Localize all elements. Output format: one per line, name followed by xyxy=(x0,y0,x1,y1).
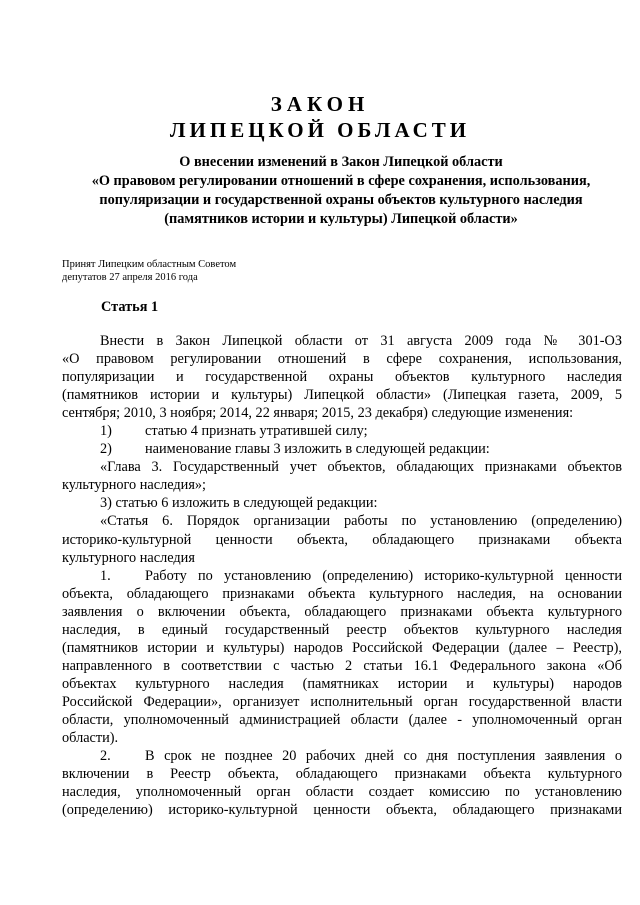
body-line: В срок не позднее 20 рабочих дней со дня поступления заявления о xyxy=(145,748,622,765)
body-line: включении в Реестр объекта, обладающего признаками объекта культурного xyxy=(62,766,622,783)
adoption-note xyxy=(62,258,236,284)
body-line: наследия, уполномоченный орган области создает комиссию по установлению xyxy=(62,784,622,801)
body-line: Российской Федерации», организует исполнительный орган государственной власти xyxy=(62,693,622,710)
paragraph-number: 1. xyxy=(100,567,111,584)
body-line: «Глава 3. Государственный учет объектов, обладающих признаками объектов xyxy=(100,459,622,476)
adoption-line: депутатов 27 апреля 2016 года xyxy=(62,272,198,283)
body-line: Работу по установлению (определению) историко-культурной ценности xyxy=(145,567,622,584)
body-line: объекта, обладающего признаками объекта культурного наследия, на основании xyxy=(62,585,622,602)
body-line: Внести в Закон Липецкой области от 31 августа 2009 года № 301-ОЗ xyxy=(100,333,622,349)
body-line: (определению) историко-культурной ценности объекта, обладающего признаками xyxy=(62,802,622,819)
list-item-text: наименование главы 3 изложить в следующей редакции: xyxy=(145,441,490,458)
body-line: области, уполномоченный администрацией области (далее - уполномоченный орган xyxy=(62,711,622,728)
numbered-paragraph xyxy=(62,747,622,765)
list-item-number: 2) xyxy=(100,441,112,458)
law-title: ЗАКОН xyxy=(270,92,370,116)
body-line: сентября; 2010, 3 ноября; 2014, 22 января; 2015, 23 декабря) следующие изменения: xyxy=(62,405,574,422)
body-line: историко-культурной ценности объекта, обладающего признаками объекта xyxy=(62,531,622,548)
subtitle-line: «О правовом регулировании отношений в сфере сохранения, использования, xyxy=(91,173,591,189)
body-line: (памятников истории и культуры) народов Российской Федерации (далее – Реестр), xyxy=(62,639,622,656)
body-line: «Статья 6. Порядок организации работы по установлению (определению) xyxy=(100,513,622,530)
article-heading: Статья 1 xyxy=(101,299,159,315)
body-line: области). xyxy=(62,730,119,747)
subtitle-line: популяризации и государственной охраны объектов культурного наследия xyxy=(99,192,583,208)
body-line: наследия, в единый государственный реестр объектов культурного наследия xyxy=(62,621,622,638)
body-line: популяризации и государственной охраны объектов культурного наследия xyxy=(62,369,622,386)
body-line: заявления о включении объекта, обладающего признаками объекта культурного xyxy=(62,603,622,620)
subtitle-line: О внесении изменений в Закон Липецкой области xyxy=(179,154,503,170)
body-line: культурного наследия»; xyxy=(62,477,207,494)
body-line: объектах культурного наследия (памятниках истории и культуры) народов xyxy=(62,675,622,692)
paragraph-number: 2. xyxy=(100,748,111,765)
body-line: культурного наследия xyxy=(62,549,195,566)
article-body xyxy=(62,332,622,819)
list-item: 3) статью 6 изложить в следующей редакции: xyxy=(100,495,378,512)
list-item-number: 1) xyxy=(100,423,112,440)
law-region-title: ЛИПЕЦКОЙ ОБЛАСТИ xyxy=(169,118,471,142)
body-line: «О правовом регулировании отношений в сфере сохранения, использования, xyxy=(62,351,622,368)
numbered-paragraph xyxy=(62,567,622,585)
law-subtitle xyxy=(58,153,624,229)
body-line: направленного в соответствии с частью 2 статьи 16.1 Федерального закона «Об xyxy=(62,657,622,674)
list-item xyxy=(62,422,622,440)
subtitle-line: (памятников истории и культуры) Липецкой области» xyxy=(164,211,518,227)
list-item-text: статью 4 признать утратившей силу; xyxy=(145,423,368,440)
list-item xyxy=(62,440,622,458)
body-line: (памятников истории и культуры) Липецкой области» (Липецкая газета, 2009, 5 xyxy=(62,387,622,404)
adoption-line: Принят Липецким областным Советом xyxy=(62,259,237,270)
